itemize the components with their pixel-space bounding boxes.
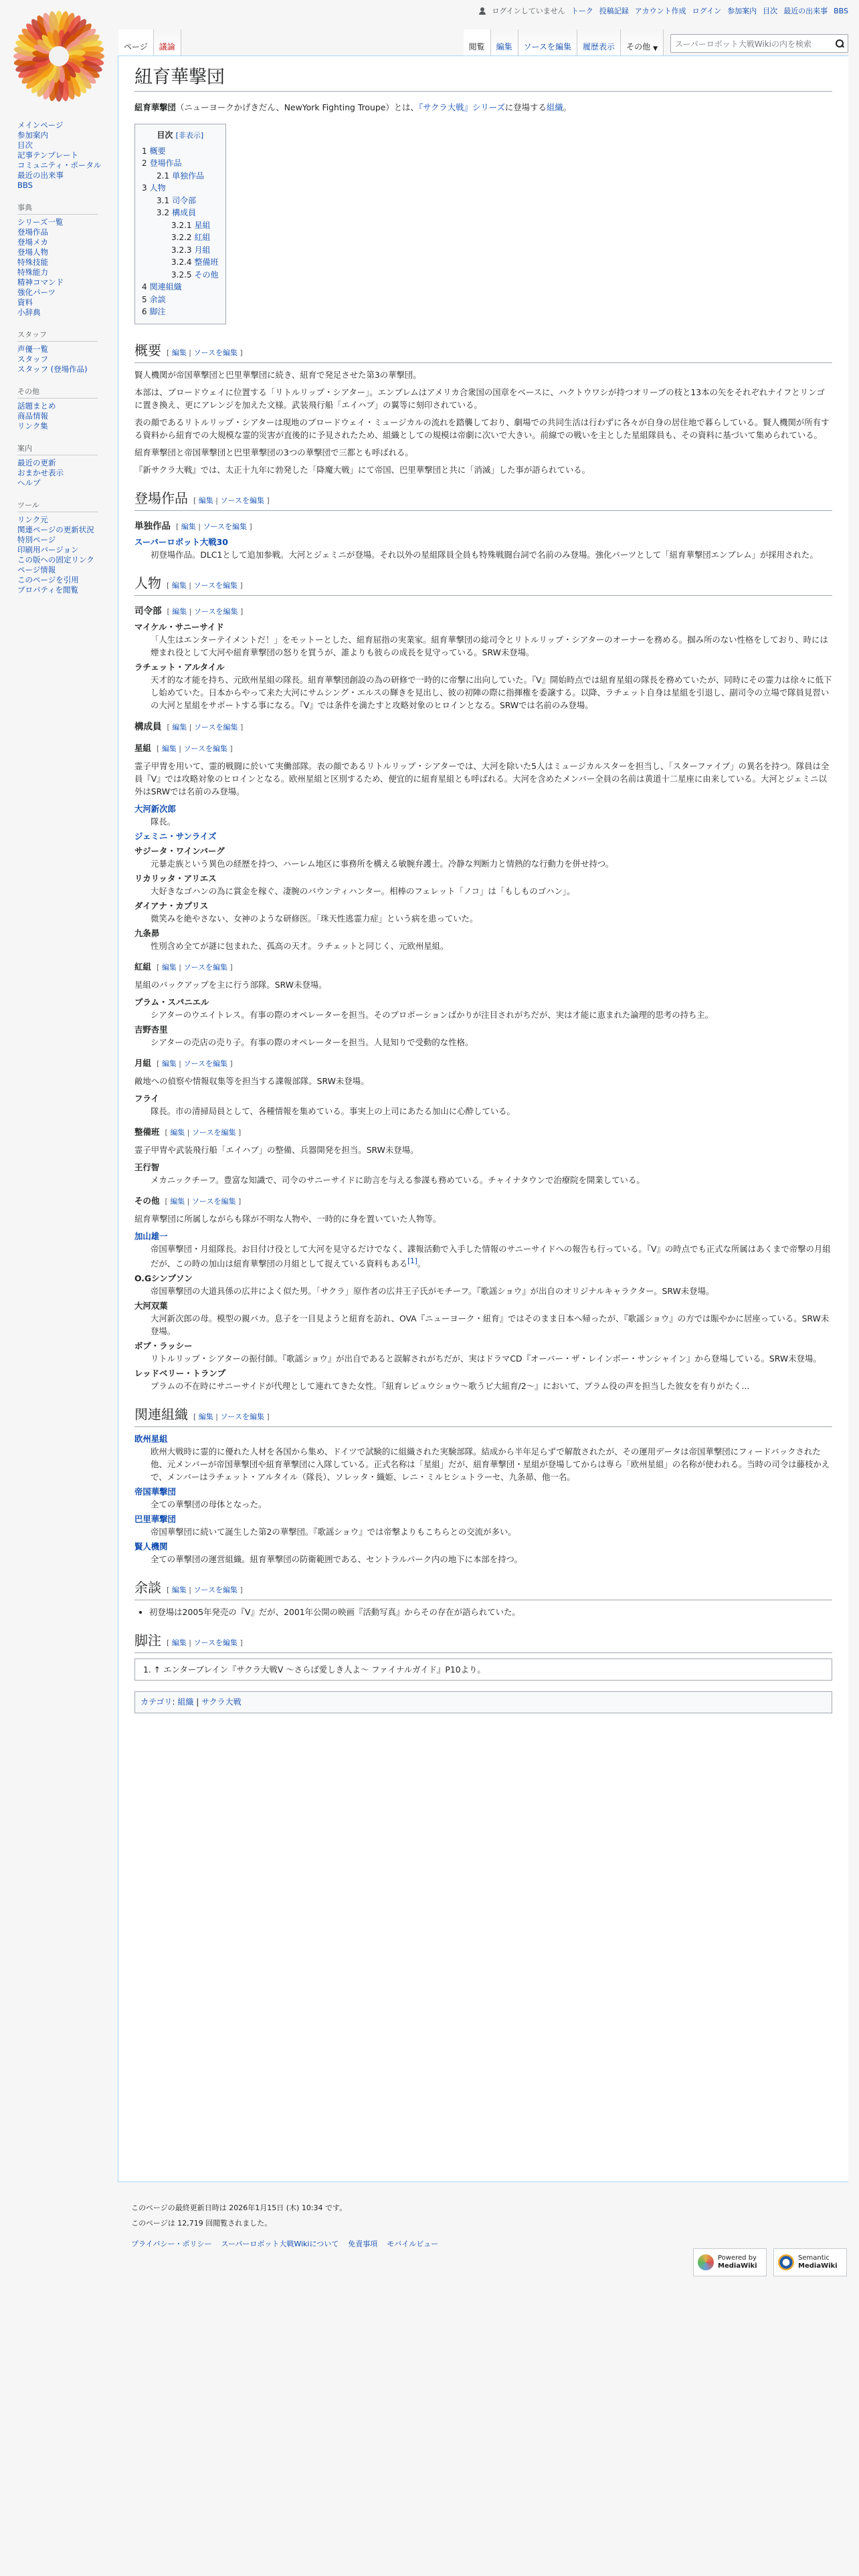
toc-item-link[interactable]: 単独作品 — [172, 171, 205, 181]
subsubsection-heading-others-text: その他 — [134, 1195, 160, 1206]
toc-item[interactable] — [142, 145, 219, 158]
toc-item[interactable] — [142, 306, 219, 318]
edit-source-link[interactable]: ソースを編集 — [183, 1059, 227, 1068]
table-of-contents — [134, 124, 226, 324]
edit-links: [ 編集 | ソースを編集 ] — [165, 1196, 242, 1206]
edit-section-link[interactable]: 編集 — [171, 1585, 187, 1594]
personal-link-bbs[interactable]: BBS — [834, 6, 848, 15]
edit-links: [ 編集 | ソースを編集 ] — [167, 722, 244, 732]
overview-p1: 賢人機関が帝国華撃団と巴里華撃団に続き、紐育で発足させた第3の華撃団。 — [134, 369, 421, 380]
toc-item-link[interactable]: 構成員 — [172, 208, 197, 217]
edit-source-link[interactable]: ソースを編集 — [192, 1196, 236, 1206]
semantic-mediawiki-icon — [778, 2254, 794, 2270]
sidebar-item-skills[interactable]: 特殊技能 — [17, 257, 48, 267]
person-description: シアターの売店の売り子。有事の際のオペレーターを担当。人見知りで受動的な性格。 — [151, 1037, 474, 1047]
semantic-mediawiki-badge[interactable] — [773, 2248, 847, 2276]
section-heading-people — [134, 574, 832, 596]
person-description: 全ての華撃団の母体となった。 — [151, 1499, 267, 1509]
sidebar-item-related-changes[interactable]: 関連ページの更新状況 — [17, 525, 94, 534]
search-icon[interactable] — [836, 39, 844, 47]
work-link-srw30[interactable]: スーパーロボット大戦30 — [134, 536, 228, 547]
toc-title — [142, 129, 219, 142]
edit-section-link[interactable]: 編集 — [172, 607, 187, 616]
edit-source-link[interactable]: ソースを編集 — [194, 722, 238, 732]
sidebar-item-works[interactable]: 登場作品 — [17, 227, 48, 237]
category-link-org[interactable]: 組織 — [177, 1697, 194, 1707]
person-description: 天才的な才能を持ち、元欧州星組の隊長。紐育華撃団創設の為の研修で一時的に帝撃に出向していた。『V』開始時点では紐育星組の隊長を務めていたが、同時にその霊力は徐々に低下し始めていた。日本からやって来た大河にサムシング・エルスの輝きを見出し、彼の初陣の際に指揮権を委譲する。以降、ラチェット自身は星組を引退し、副司令の立場で隊員見習いの大河と星組をサポートする事になる。『V』では条件を満たすと攻略対象のヒロインとなる。SRWでは名前のみ登場。 — [151, 674, 832, 710]
works-list — [134, 536, 832, 561]
overview-p2: 本部は、ブロードウェイに位置する「リトルリップ・シアター」。エンブレムはアメリカ合衆国の国章をベースに、ハクトウワシが持つオリーブの枝と13本の矢をそれぞれナイフとリンゴに置き換え、更にアレンジを加えた文様。武装飛行船「エイハブ」の翼等に刻印されている。 — [134, 387, 825, 410]
personal-link-index[interactable]: 目次 — [763, 7, 778, 15]
subsection-heading-hq-text: 司令部 — [134, 605, 162, 617]
tab-edit[interactable]: 編集 — [491, 29, 518, 56]
toc-item-link[interactable]: 脚注 — [149, 307, 166, 316]
orgs-list — [134, 1432, 832, 1566]
footer-last-edit: このページの最終更新日時は 2026年1月15日 (木) 10:34 です。 — [131, 2204, 347, 2212]
footnote-ref-link[interactable]: [1] — [407, 1257, 417, 1265]
sidebar-heading-tools: ツール — [17, 500, 98, 512]
toc-item[interactable] — [142, 281, 219, 294]
others-desc: 紐育華撃団に所属しながらも隊が不明な人物や、一時的に身を置いていた人物等。 — [134, 1213, 442, 1224]
subsubsection-heading-maint — [134, 1125, 832, 1139]
personal-link-talk[interactable]: トーク — [571, 7, 593, 15]
person-description: 全ての華撃団の運営組織。紐育華撃団の防衛範囲である、セントラルパーク内の地下に本部を持つ。 — [151, 1553, 522, 1564]
person-link[interactable]: ジェミニ・サンライズ — [134, 831, 217, 841]
toc-item[interactable] — [171, 269, 219, 282]
trivia-list — [149, 1606, 832, 1618]
edit-links: [ 編集 | ソースを編集 ] — [193, 496, 270, 505]
footer-link-privacy[interactable]: プライバシー・ポリシー — [131, 2240, 212, 2248]
toc-item-number: 3.2 — [157, 208, 170, 217]
toc-item-link[interactable]: 月組 — [194, 245, 211, 255]
toc-item-link[interactable]: 余談 — [149, 294, 166, 304]
edit-source-link[interactable]: ソースを編集 — [220, 1412, 264, 1421]
star-desc: 霊子甲冑を用いて、霊的戦闘に於いて実働部隊。表の顔であるリトルリップ・シアターでは、大河を除いた5人はミュージカルスターを担当し、「スターファイブ」の異名を持つ。隊員は全員『V』では攻略対象のヒロインとなる。欧州星組と区別するため、便宜的に紐育星組とも呼ばれる。大河を含めたメンバー全員の名前は黄道十二星座に由来している。大河とジェミニ以外はSRWでは名前のみ登場。 — [134, 760, 830, 796]
edit-source-link[interactable]: ソースを編集 — [220, 496, 264, 505]
person-name: レッドベリー・トランプ — [134, 1368, 226, 1378]
person-description: 隊長。市の清掃局員として、各種情報を集めている。事実上の上司にあたる加山に心酔している。 — [151, 1105, 515, 1116]
person-name: 吉野杏里 — [134, 1024, 168, 1035]
edit-links: [ 編集 | ソースを編集 ] — [167, 580, 243, 590]
person-name — [134, 802, 832, 815]
person-name: プラム・スパニエル — [134, 996, 209, 1007]
person-name — [134, 1230, 832, 1243]
edit-source-link[interactable]: ソースを編集 — [194, 607, 238, 616]
edit-links: [ 編集 | ソースを編集 ] — [165, 1128, 242, 1137]
person-name: ラチェット・アルタイル — [134, 661, 225, 672]
footer-views: このページは 12,719 回閲覧されました。 — [131, 2219, 272, 2228]
edit-links: [ 編集 | ソースを編集 ] — [157, 744, 233, 753]
toc-item[interactable] — [142, 294, 219, 306]
sidebar-jiten — [17, 203, 118, 318]
maint-desc: 霊子甲冑や武装飛行船「エイハブ」の整備、兵器開発を担当。SRW未登場。 — [134, 1144, 419, 1155]
toc-item-link[interactable]: 紅組 — [194, 233, 211, 242]
toc-item[interactable] — [157, 207, 219, 219]
edit-section-link[interactable]: 編集 — [170, 1128, 185, 1137]
personal-link-recent[interactable]: 最近の出来事 — [783, 7, 828, 15]
person-description: リトルリップ・シアターの振付師。『歌謡ショウ』が出自であると誤解されがちだが、実はドラマCD『オーバー・ザ・レインボー・サンシャイン』から登場している。SRW未登場。 — [151, 1353, 822, 1364]
person-description: シアターのウエイトレス。有事の際のオペレーターを担当。そのプロポーションばかりが注目されがちだが、実は才能に恵まれた論理的思考の持ち主。 — [151, 1009, 714, 1020]
chevron-down-icon: ▼ — [653, 45, 658, 52]
intro-org-link[interactable]: 組織 — [546, 102, 563, 112]
edit-source-link[interactable]: ソースを編集 — [192, 1128, 236, 1137]
sidebar-item-links[interactable]: リンク集 — [17, 421, 48, 431]
site-logo[interactable] — [12, 9, 106, 103]
person-name — [134, 1513, 832, 1525]
toc-item-link[interactable]: 整備班 — [194, 257, 219, 267]
subsubsection-heading-others — [134, 1194, 832, 1208]
sidebar-item-recent[interactable]: 最近の出来事 — [17, 171, 64, 180]
hq-list — [134, 621, 832, 712]
edit-section-link[interactable]: 編集 — [171, 1638, 187, 1647]
powered-by-mediawiki-badge[interactable] — [693, 2248, 767, 2276]
toc-item[interactable] — [157, 170, 219, 183]
edit-section-link[interactable]: 編集 — [181, 522, 196, 531]
person-description: 微笑みを絶やさない、女神のような研修医。「珠天性逃霊力症」という病を患っていた。 — [151, 913, 478, 924]
toc-item-number: 3.2.5 — [171, 270, 192, 280]
tab-page[interactable]: ページ — [118, 29, 154, 56]
search-placeholder: スーパーロボット大戦Wikiの内を検索 — [675, 39, 812, 49]
personal-link-create-account[interactable]: アカウント作成 — [634, 7, 686, 15]
person-description: 帝国華撃団・月組隊長。お目付け役として大河を見守るだけでなく、諜報活動で入手した情報のサニーサイドへの報告も行っている。『V』の時点でも正式な所属はあくまで帝撃の月組だが、この時の加山は紐育華撃団の月組として捉えている資料もある[1]。 — [151, 1243, 831, 1269]
toc-hide-toggle[interactable]: [非表示] — [175, 131, 204, 140]
edit-links: [ 編集 | ソースを編集 ] — [167, 1585, 243, 1594]
person-name — [134, 1485, 832, 1498]
work-desc-srw30: 初登場作品。DLC1として追加参戦。大河とジェミニが登場。それ以外の星組隊員全員も特殊戦闘台詞で名前のみ登場。強化パーツとして「紐育華撃団エンブレム」が採用された。 — [151, 549, 818, 560]
edit-section-link[interactable]: 編集 — [172, 722, 187, 732]
subsubsection-heading-maint-text: 整備班 — [134, 1126, 160, 1137]
sidebar-item-template[interactable]: 記事テンプレート — [17, 150, 78, 160]
category-links: カテゴリ: 組織 | サクラ大戦 — [134, 1691, 832, 1713]
toc-item[interactable] — [171, 219, 219, 232]
edit-source-link[interactable]: ソースを編集 — [193, 580, 237, 590]
mediawiki-icon — [698, 2254, 714, 2270]
sidebar-item-spirit[interactable]: 精神コマンド — [17, 278, 64, 287]
intro-bold: 紐育華撃団 — [134, 102, 176, 112]
edit-source-link[interactable]: ソースを編集 — [183, 962, 227, 972]
section-heading-overview-text: 概要 — [134, 343, 161, 358]
toc-item-number: 3.1 — [157, 195, 170, 205]
person-description: 大河新次郎の母。模型の親バカ。息子を一目見ようと紐育を訪れ、OVA『ニューヨーク・紐育』ではそのまま日本へ帰ったが、『歌謡ショウ』の方では賑やかに居座っている。SRW未登場。 — [151, 1313, 830, 1336]
sidebar-inside — [17, 443, 118, 488]
edit-section-link[interactable]: 編集 — [161, 962, 177, 972]
intro-end: 。 — [563, 102, 572, 112]
toc-item-number: 2.1 — [157, 171, 170, 181]
references-box — [134, 1658, 832, 1681]
person-link[interactable]: 大河新次郎 — [134, 803, 176, 814]
subsection-heading-members-text: 構成員 — [134, 721, 162, 732]
sidebar-item-topics[interactable]: 話題まとめ — [17, 401, 56, 411]
footer-link-mobile[interactable]: モバイルビュー — [387, 2240, 439, 2248]
sidebar-item-page-info[interactable]: ページ情報 — [17, 565, 56, 574]
person-description: 帝国華撃団に続いて誕生した第2の華撃団。『歌謡ショウ』では帝撃よりもこちらとの交流が多い。 — [151, 1526, 516, 1537]
person-description: 性別含め全てが謎に包まれた、孤高の天才。ラチェットと同じく、元欧州星組。 — [151, 940, 449, 951]
page-title: 紐育華撃団 — [134, 66, 832, 92]
person-name: O.Gシンプソン — [134, 1273, 193, 1283]
sidebar-item-characters[interactable]: 登場人物 — [17, 247, 48, 257]
section-heading-orgs-text: 関連組織 — [134, 1407, 188, 1422]
section-heading-overview — [134, 342, 832, 363]
sidebar-heading-staff: スタッフ — [17, 330, 98, 342]
toc-item[interactable] — [171, 244, 219, 257]
person-description: 隊長。 — [151, 816, 176, 827]
badge2-text: Semantic MediaWiki — [798, 2254, 838, 2270]
sidebar-item-parts[interactable]: 強化パーツ — [17, 288, 56, 297]
toc-item-number: 6 — [142, 307, 147, 316]
person-name — [134, 1432, 832, 1445]
toc-item-number: 2 — [142, 158, 147, 168]
person-description: 大好きなゴハンの為に賞金を稼ぐ、凄腕のバウンティハンター。相棒のフェレット「ノコ」は「もしものゴハン」。 — [151, 885, 575, 896]
section-heading-orgs — [134, 1406, 832, 1427]
toc-item-link[interactable]: 登場作品 — [149, 158, 182, 168]
tab-edit-source[interactable]: ソースを編集 — [518, 29, 577, 56]
reference-item: 1. ↑ エンターブレイン『サクラ大戦V 〜さらば愛しき人よ〜 ファイナルガイド』P10より。 — [143, 1664, 486, 1675]
moon-desc: 敵地への偵察や情報収集等を担当する諜報部隊。SRW未登場。 — [134, 1075, 369, 1086]
list-item: • 初登場は2005年発売の『V』だが、2001年公開の映画『活動写真』からその存在が語られていた。 — [149, 1606, 832, 1618]
subsubsection-heading-moon — [134, 1057, 832, 1070]
sidebar-item-materials[interactable]: 資料 — [17, 298, 33, 307]
tab-more[interactable] — [621, 29, 664, 56]
edit-source-link[interactable]: ソースを編集 — [193, 1638, 237, 1647]
sidebar-item-portal[interactable]: コミュニティ・ポータル — [17, 160, 102, 170]
sidebar-heading-other: その他 — [17, 387, 98, 399]
subsubsection-heading-red — [134, 960, 832, 974]
sidebar-item-help[interactable]: ヘルプ — [17, 478, 41, 488]
intro-paragraph — [134, 101, 832, 114]
person-name: マイケル・サニーサイド — [134, 621, 224, 632]
badge1-text: Powered by MediaWiki — [718, 2254, 757, 2270]
user-icon — [479, 7, 486, 15]
toc-title-text: 目次 — [157, 130, 173, 140]
intro-mid: に登場する — [504, 102, 547, 112]
sidebar-item-bbs[interactable]: BBS — [17, 181, 33, 190]
view-tabs — [464, 29, 848, 56]
toc-item-number: 3.2.4 — [171, 257, 192, 267]
subsection-heading-single-works-text: 単独作品 — [134, 520, 171, 532]
subsubsection-heading-red-text: 紅組 — [134, 961, 152, 972]
edit-source-link[interactable]: ソースを編集 — [193, 1585, 237, 1594]
sidebar-item-index[interactable]: 目次 — [17, 140, 33, 150]
person-description: メカニックチーフ。豊富な知識で、司令のサニーサイドに助言を与える参謀も務めている。チャイナタウンで治療院を開業している。 — [151, 1174, 645, 1185]
section-heading-notes-text: 脚注 — [134, 1633, 161, 1648]
edit-links: [ 編集 | ソースを編集 ] — [167, 607, 244, 616]
toc-item-number: 1 — [142, 146, 147, 156]
intro-reading: （ニューヨークかげきだん、NewYork Fighting Troupe）とは、 — [175, 102, 419, 112]
toc-item-link[interactable]: 関連組織 — [149, 282, 182, 292]
sidebar-item-recent-changes[interactable]: 最近の更新 — [17, 458, 56, 467]
footer — [131, 2200, 847, 2270]
person-link[interactable]: 帝国華撃団 — [134, 1486, 176, 1497]
edit-section-link[interactable]: 編集 — [198, 1412, 213, 1421]
toc-item-link[interactable]: その他 — [194, 270, 219, 280]
sidebar-item-glossary[interactable]: 小辞典 — [17, 308, 41, 317]
toc-item-number: 5 — [142, 294, 147, 304]
more-label: その他 — [626, 42, 651, 51]
toc-item-link[interactable]: 司令部 — [172, 195, 197, 205]
sidebar-item-products[interactable]: 商品情報 — [17, 411, 48, 421]
overview-p5: 『新サクラ大戦』では、太正十九年に勃発した「降魔大戦」にて帝国、巴里華撃団と共に「消滅」した事が語られている。 — [134, 464, 590, 475]
overview-p4: 紐育華撃団と帝国華撃団と巴里華撃団の3つの華撃団で三都とも呼ばれる。 — [134, 447, 413, 457]
section-heading-people-text: 人物 — [134, 576, 161, 591]
subsubsection-heading-star — [134, 742, 832, 755]
edit-section-link[interactable]: 編集 — [161, 1059, 177, 1068]
others-list — [134, 1230, 832, 1392]
sidebar-item-mecha[interactable]: 登場メカ — [17, 237, 48, 247]
edit-links: [ 編集 | ソースを編集 ] — [157, 962, 233, 972]
section-heading-works — [134, 490, 832, 511]
person-link[interactable]: 加山雄一 — [134, 1230, 168, 1241]
edit-source-link[interactable]: ソースを編集 — [193, 348, 237, 357]
sidebar-item-staff-works[interactable]: スタッフ (登場作品) — [17, 364, 88, 374]
edit-links: [ 編集 | ソースを編集 ] — [167, 1638, 243, 1647]
person-name: 王行智 — [134, 1162, 160, 1172]
toc-item-number: 3 — [142, 183, 147, 193]
subsection-heading-single-works — [134, 520, 832, 533]
toc-item-number: 3.2.3 — [171, 245, 192, 255]
edit-section-link[interactable]: 編集 — [198, 496, 213, 505]
person-name — [134, 1540, 832, 1553]
footer-link-disclaimer[interactable]: 免責事項 — [348, 2240, 378, 2248]
toc-item-link[interactable]: 人物 — [149, 183, 166, 193]
toc-item[interactable] — [171, 231, 219, 244]
person-name: 九条昴 — [134, 928, 160, 938]
sidebar-item-special-pages[interactable]: 特別ページ — [17, 535, 56, 544]
search-input[interactable] — [670, 34, 848, 53]
edit-section-link[interactable]: 編集 — [171, 580, 187, 590]
edit-links: [ 編集 | ソースを編集 ] — [157, 1059, 233, 1068]
sidebar-heading-jiten: 事典 — [17, 203, 98, 215]
person-description: 帝国華撃団の大道具係の広井によく似た男。「サクラ」原作者の広井王子氏がモチーフ。『歌謡ショウ』が出自のオリジナルキャラクター。SRW未登場。 — [151, 1285, 714, 1296]
toc-item-link[interactable]: 星組 — [194, 220, 211, 230]
sidebar-item-voice[interactable]: 声優一覧 — [17, 344, 48, 354]
toc-item[interactable] — [157, 195, 219, 207]
person-link[interactable]: 欧州星組 — [134, 1433, 168, 1444]
person-link[interactable]: 賢人機関 — [134, 1541, 168, 1551]
sidebar-item-cite[interactable]: このページを引用 — [17, 575, 79, 584]
edit-source-link[interactable]: ソースを編集 — [203, 522, 247, 531]
section-heading-works-text: 登場作品 — [134, 491, 188, 506]
section-heading-notes — [134, 1632, 832, 1653]
person-name: リカリッタ・アリエス — [134, 873, 217, 883]
sidebar-item-series[interactable]: シリーズ一覧 — [17, 217, 64, 227]
sidebar-item-abilities[interactable]: 特殊能力 — [17, 267, 48, 277]
tab-discussion[interactable]: 議論 — [154, 29, 181, 56]
personal-link-contributions[interactable]: 投稿記録 — [599, 7, 629, 15]
sidebar-other — [17, 387, 118, 431]
toc-item[interactable] — [171, 256, 219, 269]
person-description: 元暴走族という異色の経歴を持つ、ハーレム地区に事務所を構える敏腕弁護士。冷静な判断力と情熱的な行動力を併せ持つ。 — [151, 858, 614, 869]
person-name — [134, 830, 832, 843]
toc-item[interactable] — [142, 157, 219, 170]
person-description: プラムの不在時にサニーサイドが代理として連れてきた女性。『紐育レビュウショウ〜歌うビ大紐育/2〜』において、プラム役の声を担当した彼女を有りがたく... — [151, 1380, 750, 1391]
not-logged-in-text: ログインしていません — [492, 7, 565, 15]
sidebar-item-properties[interactable]: プロパティを閲覧 — [17, 585, 79, 595]
section-heading-trivia — [134, 1579, 832, 1600]
person-description: 欧州大戦時に霊的に優れた人材を各国から集め、ドイツで試験的に組織された実験部隊。結成から半年足らずで解散されたが、その運用データは帝国華撃団にフィードバックされた他、元メンバーが帝国華撃団や紐育華撃団に入隊している。正式名称は「星組」だが、紐育華撃団・星組が登場してからは専ら「欧州星組」の名称が使われる。当時の司令は藤枝かえで、メンバーはラチェット・アルタイル（隊長）、ソレッタ・織姫、レニ・ミルヒシュトラーセ、九条昴、他一名。 — [151, 1446, 830, 1482]
toc-item-number: 4 — [142, 282, 147, 292]
tab-read[interactable]: 閲覧 — [464, 29, 491, 56]
subsubsection-heading-star-text: 星組 — [134, 742, 152, 753]
edit-source-link[interactable]: ソースを編集 — [183, 744, 227, 753]
sidebar-navigation — [17, 120, 118, 191]
sidebar-staff — [17, 330, 118, 374]
maint-list — [134, 1161, 832, 1186]
toc-list — [142, 145, 219, 318]
namespace-tabs — [118, 29, 181, 56]
person-name: ダイアナ・カプリス — [134, 900, 209, 911]
tab-history[interactable]: 履歴表示 — [577, 29, 621, 56]
red-list — [134, 996, 832, 1049]
toc-item-number: 3.2.2 — [171, 233, 192, 242]
sidebar-heading-inside: 案内 — [17, 443, 98, 455]
personal-link-login[interactable]: ログイン — [692, 7, 722, 15]
edit-links: [ 編集 | ソースを編集 ] — [167, 348, 243, 357]
sidebar-item-permalink[interactable]: この版への固定リンク — [17, 555, 94, 564]
category-label[interactable]: カテゴリ — [140, 1697, 173, 1707]
subsection-heading-hq — [134, 605, 832, 618]
moon-list — [134, 1092, 832, 1117]
sidebar-item-staff[interactable]: スタッフ — [17, 354, 48, 364]
toc-item-number: 3.2.1 — [171, 220, 192, 230]
edit-links: [ 編集 | ソースを編集 ] — [176, 522, 252, 531]
red-desc: 星組のバックアップを主に行う部隊。SRW未登場。 — [134, 979, 327, 990]
person-description: 「人生はエンターテイメントだ！」をモットーとした、紐育屈指の実業家。紐育華撃団の総司令とリトルリップ・シアターのオーナーを務める。掴み所のない性格をしており、時には煙まれ役として大河や紐育華撃団の怒りを買うが、誰よりも彼らの成長を見守っている。SRW未登場。 — [151, 634, 828, 657]
category-link-sakura[interactable]: サクラ大戦 — [201, 1697, 242, 1707]
sidebar-item-print[interactable]: 印刷用バージョン — [17, 545, 79, 554]
section-heading-trivia-text: 余談 — [134, 1580, 161, 1596]
person-name: ボブ・ラッシー — [134, 1340, 193, 1351]
footer-badges — [693, 2248, 847, 2276]
edit-links: [ 編集 | ソースを編集 ] — [193, 1412, 270, 1421]
edit-section-link[interactable]: 編集 — [170, 1196, 185, 1206]
sidebar-tools — [17, 500, 118, 595]
main-content — [118, 56, 848, 2182]
person-link[interactable]: 巴里華撃団 — [134, 1513, 176, 1524]
overview-p3: 表の顔であるリトルリップ・シアターは現地のブロードウェイ・ミュージカルの流れを踏襲しており、劇場での共同生活は行わずに各々が自身の居住地で暮らしている。賢人機関が所有する資料から紐育での大規模な霊的災害が直後的に予見されたため、組織としての規模は帝劇に次いで大きい。前線での戦いを主とした星組隊員も、その資料に基づいて集められている。 — [134, 417, 830, 440]
star-list — [134, 802, 832, 952]
subsection-heading-members — [134, 721, 832, 734]
edit-section-link[interactable]: 編集 — [171, 348, 187, 357]
subsubsection-heading-moon-text: 月組 — [134, 1057, 152, 1068]
intro-series-link[interactable]: 『サクラ大戦』シリーズ — [418, 102, 505, 112]
personal-link-guide[interactable]: 参加案内 — [727, 7, 757, 15]
edit-section-link[interactable]: 編集 — [161, 744, 177, 753]
person-name: 大河双葉 — [134, 1300, 168, 1311]
person-name: フライ — [134, 1093, 159, 1103]
toc-item-link[interactable]: 概要 — [149, 146, 166, 156]
sidebar — [17, 120, 118, 607]
footer-link-about[interactable]: スーパーロボット大戦Wikiについて — [221, 2240, 339, 2248]
sidebar-item-random[interactable]: おまかせ表示 — [17, 468, 64, 477]
toc-item[interactable] — [142, 182, 219, 195]
sidebar-item-guide[interactable]: 参加案内 — [17, 130, 48, 140]
sidebar-item-whatlinkshere[interactable]: リンク元 — [17, 515, 48, 524]
person-name: サジータ・ワインバーグ — [134, 845, 225, 856]
personal-tools — [479, 5, 848, 16]
sidebar-item-main-page[interactable]: メインページ — [17, 120, 64, 130]
